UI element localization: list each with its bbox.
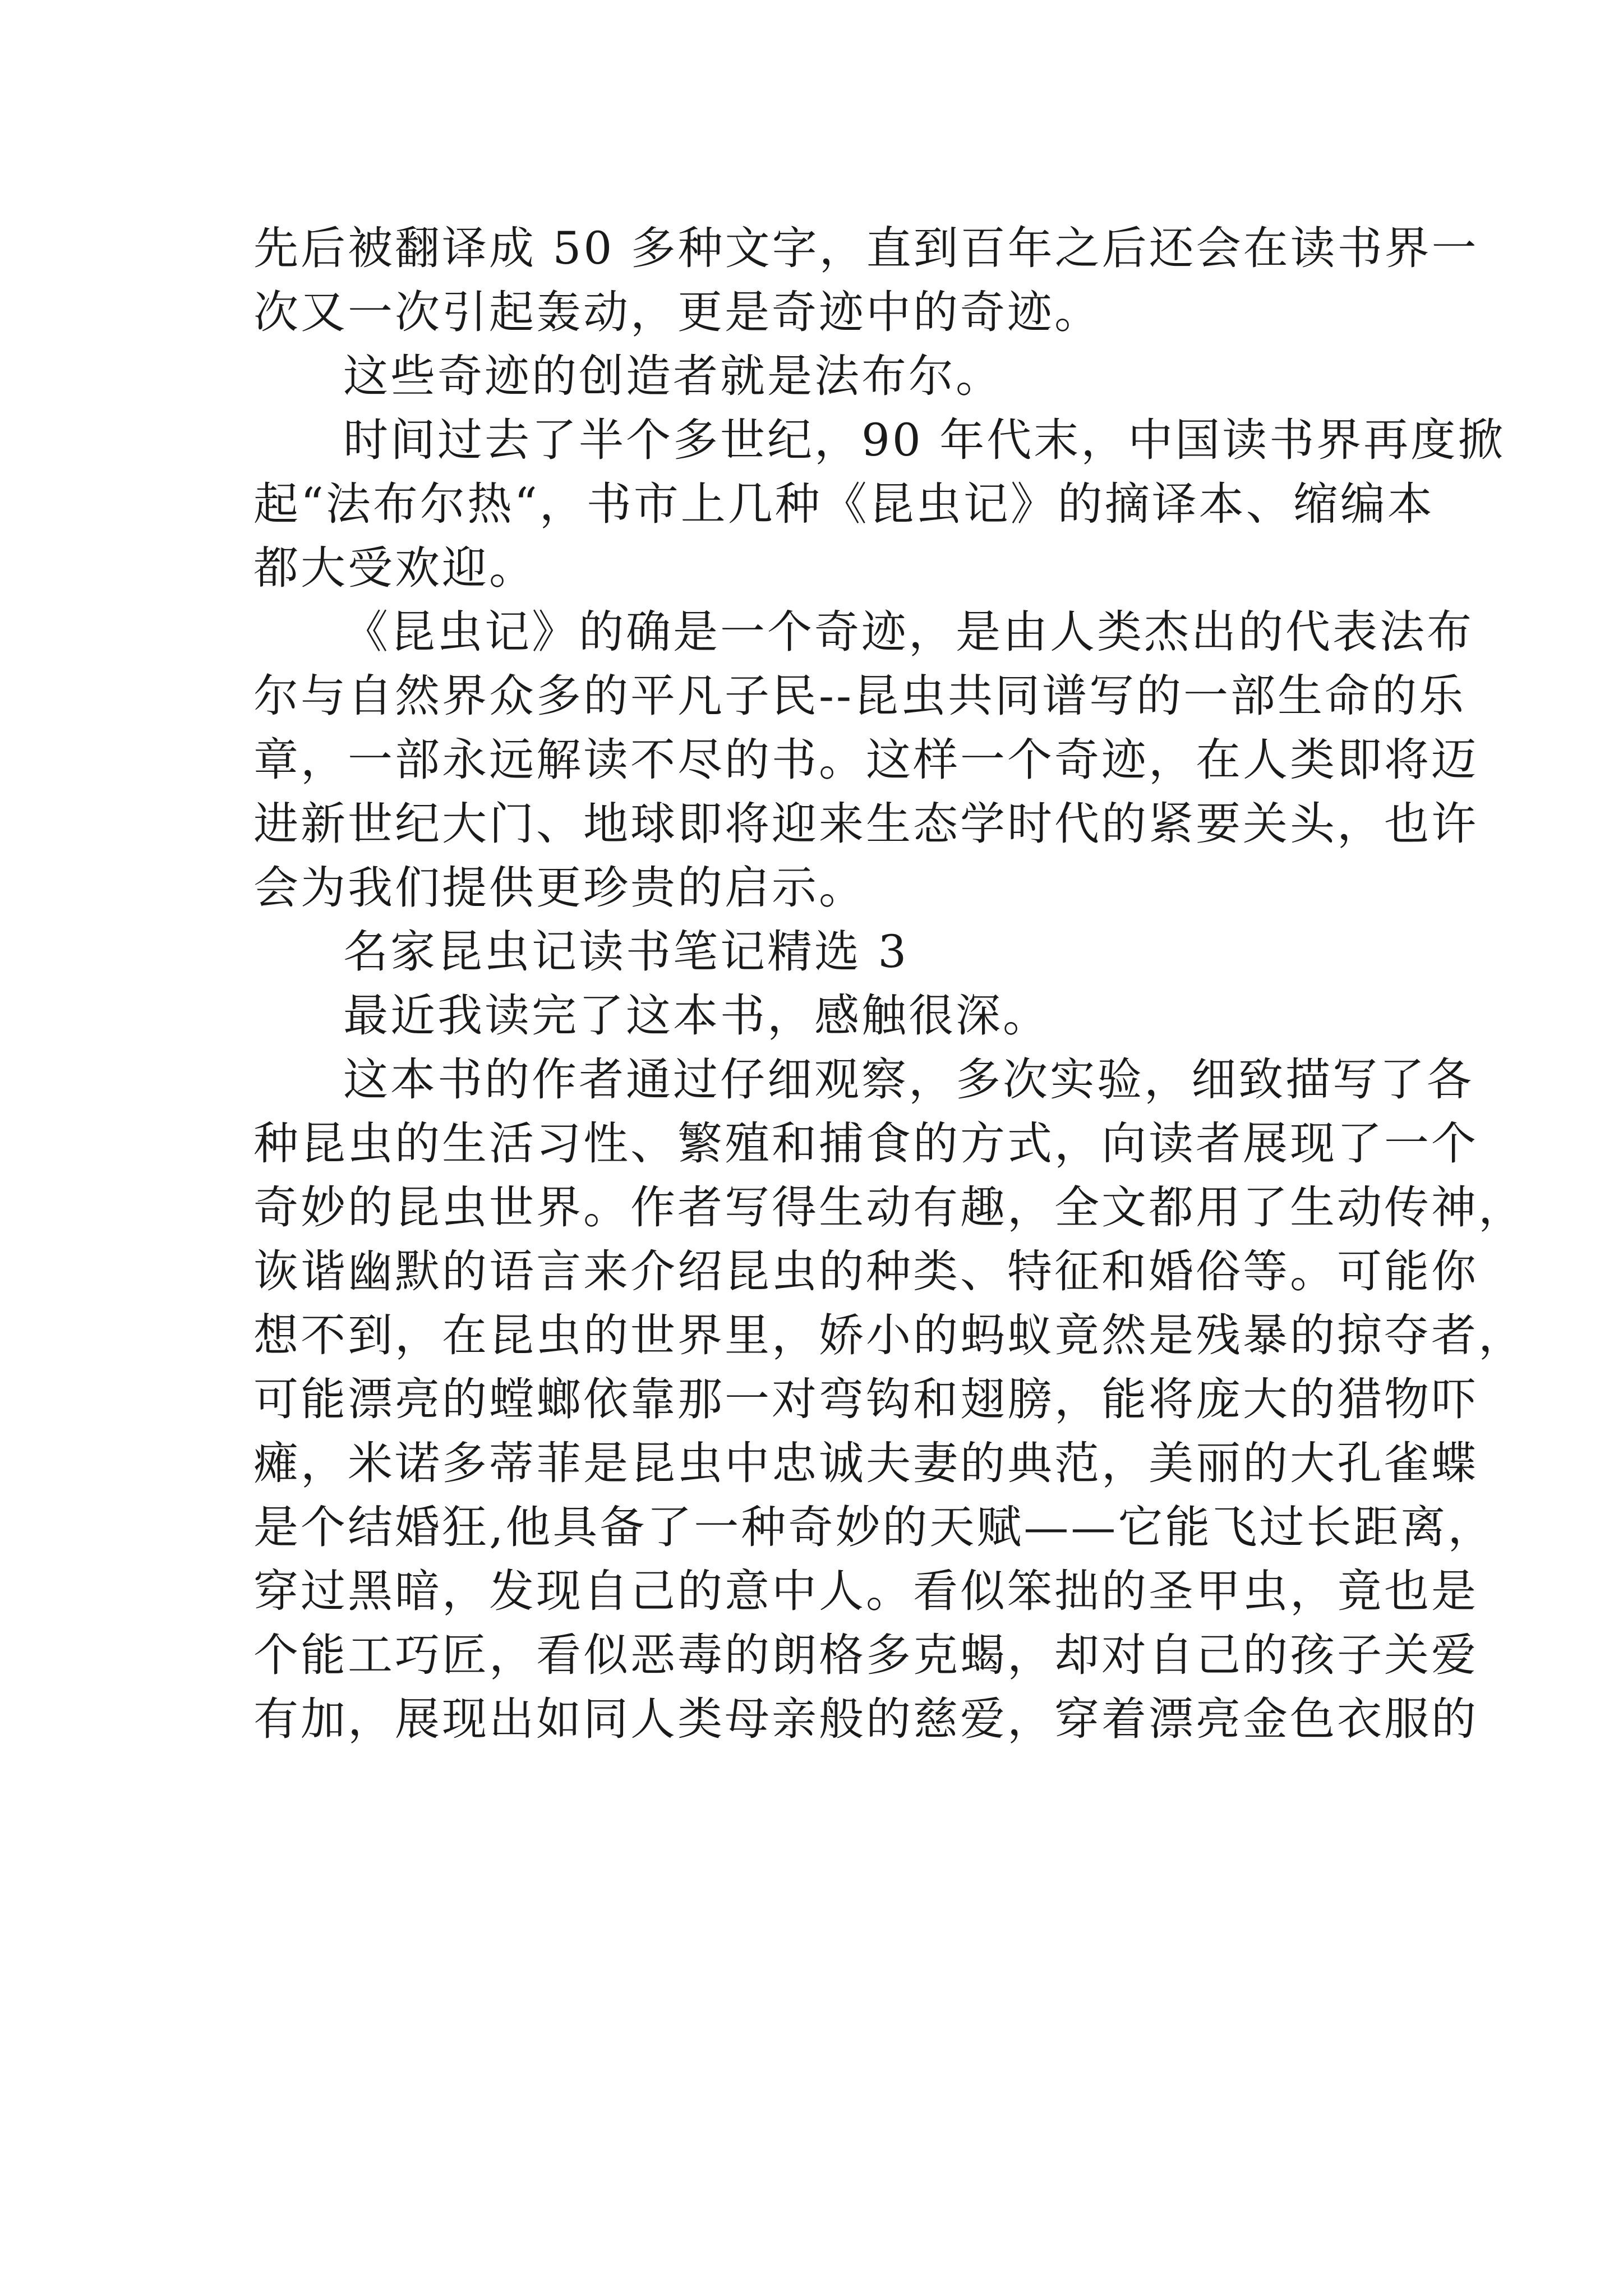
text-line: 尔与自然界众多的平凡子民--昆虫共同谱写的一部生命的乐	[253, 670, 1467, 722]
text-line: 种昆虫的生活习性、繁殖和捕食的方式，向读者展现了一个	[253, 1117, 1478, 1170]
text-line: 个能工巧匠，看似恶毒的朗格多克蝎，却对自己的孩子关爱	[253, 1629, 1478, 1681]
document-body	[253, 217, 1525, 1751]
section-heading	[253, 920, 1375, 984]
paragraph-book-summary	[253, 1048, 1525, 1751]
paragraph-creator	[253, 344, 1375, 408]
paragraph-impression	[253, 984, 1375, 1048]
text-line: 进新世纪大门、地球即将迎来生态学时代的紧要关头，也许	[253, 798, 1478, 850]
paragraph-fabre-fever	[253, 408, 1505, 600]
text-line: 先后被翻译成 50 多种文字，直到百年之后还会在读书界一	[253, 222, 1479, 274]
section-title: 名家昆虫记读书笔记精选 3	[343, 926, 909, 978]
text-line: 是个结婚狂,他具备了一种奇妙的天赋——它能飞过长距离，	[253, 1501, 1495, 1553]
text-line: 次又一次引起轰动，更是奇迹中的奇迹。	[253, 286, 1101, 338]
text-line: 想不到，在昆虫的世界里，娇小的蚂蚁竟然是残暴的掠夺者，	[253, 1309, 1525, 1361]
text-line: 最近我读完了这本书，感触很深。	[343, 990, 1050, 1042]
text-line: 诙谐幽默的语言来介绍昆虫的种类、特征和婚俗等。可能你	[253, 1245, 1478, 1297]
text-line: 会为我们提供更珍贵的启示。	[253, 862, 866, 914]
paragraph-miracle	[253, 600, 1478, 920]
text-line: 这本书的作者通过仔细观察，多次实验，细致描写了各	[343, 1053, 1474, 1106]
text-line: 瘫，米诺多蒂菲是昆虫中忠诚夫妻的典范，美丽的大孔雀蝶	[253, 1437, 1478, 1489]
text-line: 这些奇迹的创造者就是法布尔。	[343, 350, 1003, 402]
text-line: 《昆虫记》的确是一个奇迹，是由人类杰出的代表法布	[343, 606, 1474, 658]
paragraph-translation-fame	[253, 217, 1479, 344]
text-line: 有加，展现出如同人类母亲般的慈爱，穿着漂亮金色衣服的	[253, 1693, 1478, 1745]
text-line: 章，一部永远解读不尽的书。这样一个奇迹，在人类即将迈	[253, 734, 1478, 786]
text-line: 可能漂亮的螳螂依靠那一对弯钩和翅膀，能将庞大的猎物吓	[253, 1373, 1478, 1425]
text-line: 起“法布尔热“，书市上几种《昆虫记》的摘译本、缩编本	[253, 478, 1435, 530]
text-line: 奇妙的昆虫世界。作者写得生动有趣，全文都用了生动传神，	[253, 1181, 1525, 1234]
text-line: 时间过去了半个多世纪，90 年代末，中国读书界再度掀	[343, 414, 1505, 466]
text-line: 都大受欢迎。	[253, 542, 536, 594]
text-line: 穿过黑暗，发现自己的意中人。看似笨拙的圣甲虫，竟也是	[253, 1565, 1478, 1617]
